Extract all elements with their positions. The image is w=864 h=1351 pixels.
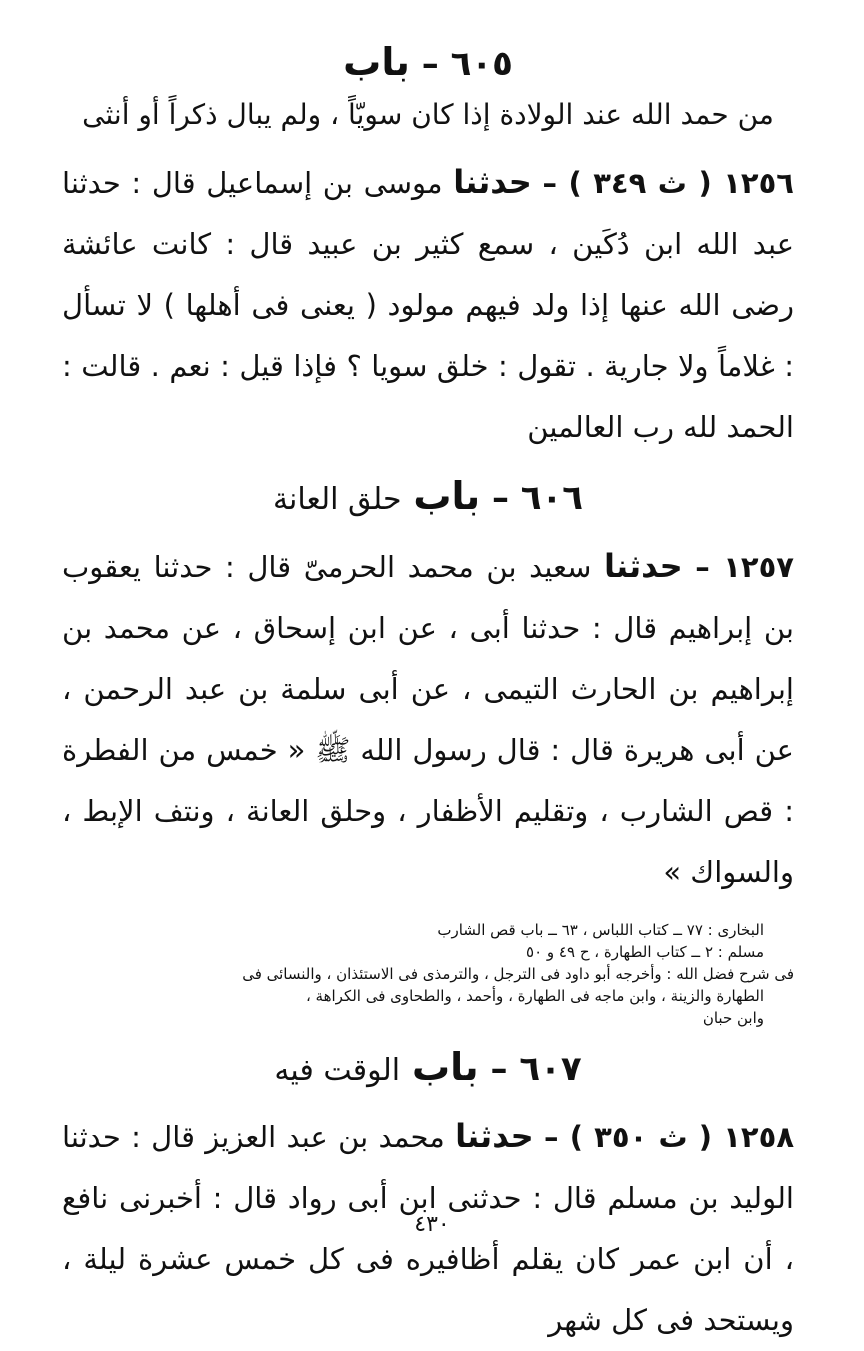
chapter-dash: – xyxy=(491,478,509,519)
chapter-606-heading xyxy=(62,472,794,521)
hadith-number: ١٢٥٧ – xyxy=(695,549,795,584)
chapter-number: ٦٠٦ xyxy=(520,478,584,519)
footnote-line: فى شرح فضل الله : وأخرجه أبو داود فى الترجل ، والترمذى فى الاستئذان ، والنسائى فى xyxy=(242,964,794,983)
footnote-line: وابن حبان xyxy=(702,1008,764,1027)
chapter-dash: – xyxy=(490,1048,508,1089)
hadith-text: محمد بن عبد العزيز قال : حدثنا الوليد بن مسلم قال : حدثنى ابن أبى رواد قال : أخبرنى نافع ، أن ابن عمر كان يقلم أظافيره فى كل خمس عشرة ليلة ، ويستحد فى كل شهر xyxy=(62,1119,794,1337)
footnote-line: البخارى : ٧٧ ــ كتاب اللباس ، ٦٣ ــ باب قص الشارب xyxy=(437,920,764,939)
chapter-number: ٦٠٥ xyxy=(450,44,513,84)
chapter-607-title: الوقت فيه xyxy=(274,1052,401,1088)
chapter-number: ٦٠٧ xyxy=(519,1048,582,1089)
haddathana-word: حدثنا xyxy=(453,163,532,202)
chapter-dash: – xyxy=(421,44,439,84)
footnote-line: مسلم : ٢ ــ كتاب الطهارة ، ح ٤٩ و ٥٠ xyxy=(526,942,764,961)
bab-label: باب xyxy=(343,40,410,84)
hadith-1257 xyxy=(62,536,794,903)
chapter-605-heading xyxy=(62,38,794,87)
footnotes xyxy=(62,919,794,1029)
hadith-text: سعيد بن محمد الحرمىّ قال : حدثنا يعقوب بن إبراهيم قال : حدثنا أبى ، عن ابن إسحاق ، عن محمد بن إبراهيم بن الحارث التيمى ، عن أبى سلمة بن عبد الرحمن ، عن أبى هريرة قال : قال رسول الله ﷺ « خمس من الفطرة : قص الشارب ، وتقليم الأظفار ، وحلق العانة ، ونتف الإبط ، والسواك » xyxy=(62,549,794,889)
bab-label: باب xyxy=(411,1044,479,1089)
page-number: ٤٣٠ xyxy=(414,1212,450,1237)
hadith-1256 xyxy=(62,152,794,458)
hadith-text: موسى بن إسماعيل قال : حدثنا عبد الله ابن دُكَين ، سمع كثير بن عبيد قال : كانت عائشة رضى الله عنها إذا ولد فيهم مولود ( يعنى فى أهلها ) لا تسأل : غلاماً ولا جارية . تقول : خلق سويا ؟ فإذا قيل : نعم . قالت : الحمد لله رب العالمين xyxy=(62,166,794,445)
haddathana-word: حدثنا xyxy=(604,546,683,585)
bab-label: باب xyxy=(413,474,481,519)
chapter-606-title: حلق العانة xyxy=(272,482,402,518)
chapter-607-heading xyxy=(62,1043,794,1092)
haddathana-word: حدثنا xyxy=(455,1116,534,1155)
hadith-number: ١٢٥٦ ( ث ٣٤٩ ) – xyxy=(542,166,795,201)
chapter-605-title: من حمد الله عند الولادة إذا كان سويّاً ، ولم يبال ذكراً أو أنثى xyxy=(82,98,774,132)
footnote-line: الطهارة والزينة ، وابن ماجه فى الطهارة ، وأحمد ، والطحاوى فى الكراهة ، xyxy=(305,986,764,1005)
hadith-number: ١٢٥٨ ( ث ٣٥٠ ) – xyxy=(544,1119,795,1154)
